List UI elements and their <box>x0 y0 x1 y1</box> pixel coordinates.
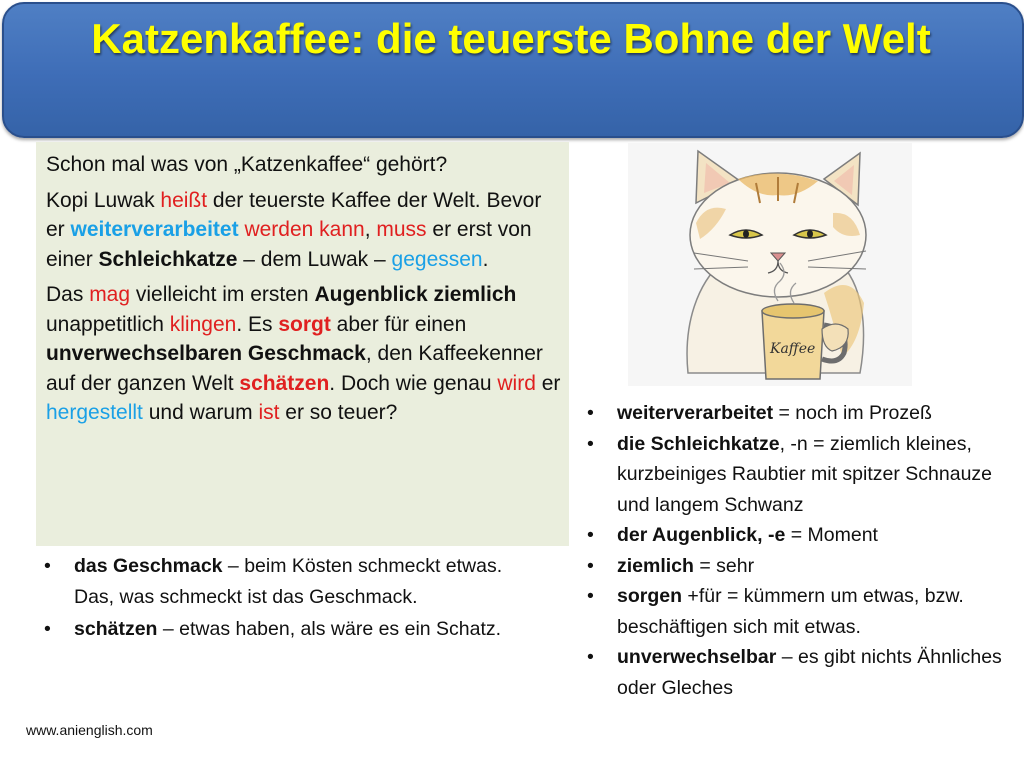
intro-question: Schon mal was von „Katzenkaffee“ gehört? <box>46 153 448 176</box>
text-run: . Es <box>236 312 279 336</box>
text-run: heißt <box>160 188 208 212</box>
cat-drawing <box>628 143 912 386</box>
text-run: vielleicht im ersten <box>130 283 315 306</box>
text-run: . Doch wie genau <box>329 371 498 395</box>
text-run: muss <box>376 218 427 241</box>
mug-label: Kaffee <box>770 341 816 357</box>
text-run: weiterverarbeitet <box>70 218 239 241</box>
glossary-item: • schätzen – etwas haben, als wäre es ein Schatz. <box>36 614 536 645</box>
right-glossary-list <box>579 398 1019 703</box>
text-run: werden kann <box>244 218 365 241</box>
glossary-item: • ziemlich = sehr <box>579 551 1019 582</box>
text-run: – dem Luwak – <box>237 247 392 271</box>
text-run: und warum <box>142 401 259 424</box>
text-run: Kopi Luwak <box>46 188 161 212</box>
text-run: schätzen <box>239 371 330 395</box>
glossary-item: • sorgen +für = kümmern um etwas, bzw. beschäftigen sich mit etwas. <box>579 581 1019 642</box>
text-run: mag <box>89 283 131 306</box>
text-run: . <box>482 247 489 271</box>
paragraph-kopi-luwak <box>46 186 561 275</box>
text-run: er erst von einer <box>46 218 532 271</box>
main-text-box <box>36 142 569 546</box>
text-run: sorgt <box>278 312 331 336</box>
text-run: unverwechselbaren Geschmack <box>46 342 366 365</box>
text-run: ist <box>258 401 280 424</box>
text-run: , den Kaffeekenner auf der ganzen Welt <box>46 342 543 395</box>
text-run: unappetitlich <box>46 312 170 336</box>
slide-title: Katzenkaffee: die teuerste Bohne der Welt <box>91 15 931 62</box>
text-run: er <box>535 371 561 395</box>
text-run: er so teuer? <box>279 401 398 424</box>
text-run: hergestellt <box>46 401 143 424</box>
text-run: Schleichkatze <box>98 247 238 271</box>
text-run: wird <box>497 371 536 395</box>
text-run: klingen <box>169 312 237 336</box>
glossary-item: • der Augenblick, -e = Moment <box>579 520 1019 551</box>
glossary-item: • weiterverarbeitet = noch im Prozeß <box>579 398 1019 429</box>
paragraph-augenblick <box>46 280 561 428</box>
glossary-item: • unverwechselbar – es gibt nichts Ähnliches oder Gleches <box>579 642 1019 703</box>
text-run: Das <box>46 283 90 306</box>
left-glossary-list <box>36 551 536 647</box>
text-run: der teuerste Kaffee der Welt. Bevor er <box>46 188 542 241</box>
glossary-item: • die Schleichkatze, -n = ziemlich kleines, kurzbeiniges Raubtier mit spitzer Schnauze und langem Schwanz <box>579 429 1019 521</box>
footer-url[interactable]: www.anienglish.com <box>26 722 153 738</box>
text-run: , <box>364 218 377 241</box>
glossary-item: • das Geschmack – beim Kösten schmeckt etwas. Das, was schmeckt ist das Geschmack. <box>36 551 536 612</box>
text-run: Augenblick ziemlich <box>314 283 517 306</box>
text-run: gegessen <box>391 247 483 271</box>
text-run: aber für einen <box>330 312 467 336</box>
cat-coffee-illustration <box>628 143 912 386</box>
